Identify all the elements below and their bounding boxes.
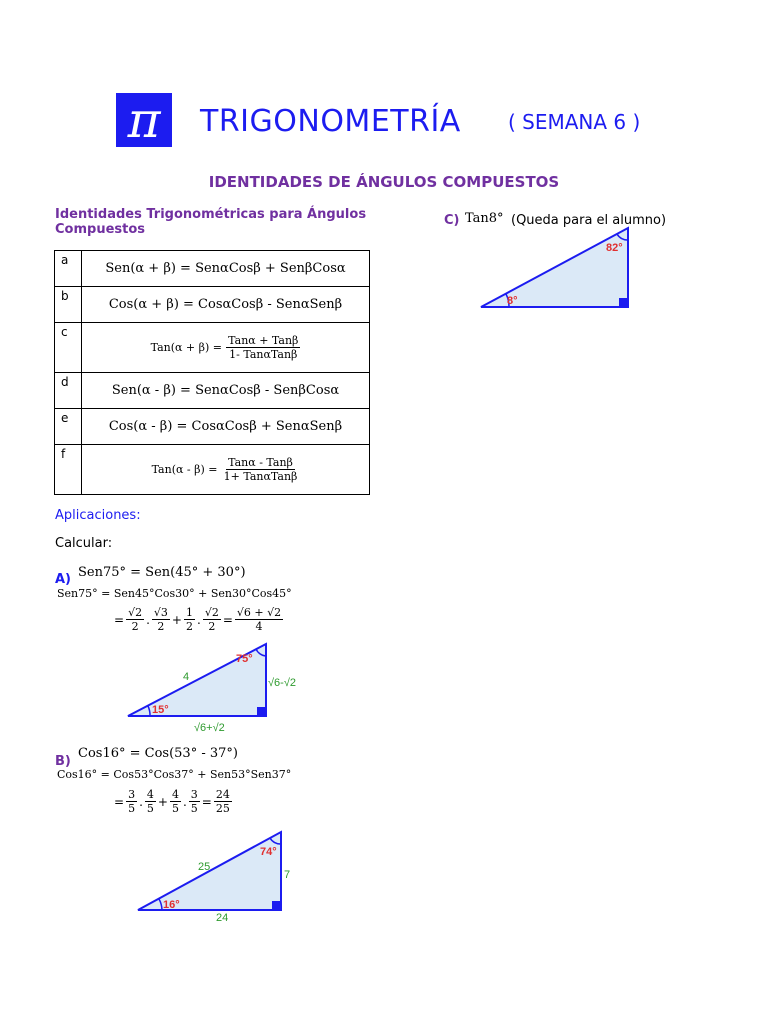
equals-sign: =: [114, 794, 125, 809]
fraction: [170, 788, 181, 815]
fraction: [189, 788, 200, 815]
formula-fraction: [222, 456, 300, 483]
fraction: [235, 606, 283, 633]
equals-sign: =: [114, 612, 125, 627]
right-angle-marker: [272, 901, 281, 910]
fraction-numerator: √3: [153, 606, 168, 619]
fraction: [214, 788, 232, 815]
table-heading: Identidades Trigonométricas para Ángulos Compuestos: [55, 207, 367, 237]
formula: [82, 445, 370, 495]
plus-operator: +: [171, 612, 182, 627]
table-row: [55, 251, 370, 287]
fraction-denominator: 2: [208, 620, 216, 633]
example-a-line3: [114, 606, 283, 633]
row-label: f: [55, 445, 82, 495]
row-label: e: [55, 409, 82, 445]
equals-sign: =: [222, 612, 233, 627]
formula-lhs: Tan(α - β) =: [151, 463, 218, 476]
table-row: [55, 445, 370, 495]
fraction-denominator: 5: [190, 802, 198, 815]
right-side-label: 7: [284, 869, 291, 881]
hypotenuse-label: 4: [183, 671, 190, 683]
fraction-denominator: 2: [131, 620, 139, 633]
angle-left-label: 15°: [152, 704, 169, 716]
fraction-numerator: 3: [190, 788, 198, 801]
formula: Sen(α - β) = SenαCosβ - SenβCosα: [82, 373, 370, 409]
dot-operator: .: [196, 612, 201, 627]
fraction: [152, 606, 170, 633]
fraction-denominator: 4: [255, 620, 263, 633]
table-row: [55, 373, 370, 409]
example-a-letter: A): [55, 572, 72, 587]
fraction-numerator: √6 + √2: [236, 606, 282, 619]
row-label: d: [55, 373, 82, 409]
fraction-denominator: 25: [215, 802, 230, 815]
right-angle-marker: [257, 707, 266, 716]
bottom-side-label: √6+√2: [194, 722, 225, 734]
example-b-line1: Cos16° = Cos(53° - 37°): [78, 746, 238, 761]
fraction: [126, 788, 137, 815]
formula: Cos(α - β) = CosαCosβ + SenαSenβ: [82, 409, 370, 445]
triangle-a: [120, 638, 320, 738]
right-side-label: √6-√2: [268, 677, 296, 689]
applications-heading: Aplicaciones:: [55, 508, 141, 523]
fraction-denominator: 5: [146, 802, 154, 815]
fraction-numerator: 3: [128, 788, 136, 801]
table-row: [55, 323, 370, 373]
row-label: c: [55, 323, 82, 373]
row-label: a: [55, 251, 82, 287]
plus-operator: +: [157, 794, 168, 809]
fraction-denominator: 1+ TanαTanβ: [223, 470, 298, 483]
example-b-line3: [114, 788, 232, 815]
page-title: TRIGONOMETRÍA: [200, 104, 461, 139]
example-a-line2: Sen75° = Sen45°Cos30° + Sen30°Cos45°: [57, 587, 292, 600]
pi-symbol: π: [127, 91, 161, 149]
formula: Cos(α + β) = CosαCosβ - SenαSenβ: [82, 287, 370, 323]
fraction-numerator: 4: [171, 788, 179, 801]
fraction-denominator: 2: [157, 620, 165, 633]
pi-logo: [116, 93, 172, 147]
fraction-numerator: Tanα - Tanβ: [228, 456, 293, 469]
fraction: [126, 606, 144, 633]
example-b-line2: Cos16° = Cos53°Cos37° + Sen53°Sen37°: [57, 768, 292, 781]
example-b-letter: B): [55, 754, 71, 769]
fraction-numerator: √2: [204, 606, 219, 619]
formula: [82, 323, 370, 373]
fraction-denominator: 1- TanαTanβ: [229, 348, 298, 361]
week-label: ( SEMANA 6 ): [508, 110, 641, 134]
fraction-denominator: 5: [171, 802, 179, 815]
triangle-shape: [481, 228, 628, 307]
example-c-letter: C): [444, 213, 460, 228]
fraction-numerator: 4: [146, 788, 154, 801]
fraction-numerator: Tanα + Tanβ: [228, 334, 299, 347]
fraction-denominator: 5: [128, 802, 136, 815]
fraction-numerator: √2: [128, 606, 143, 619]
bottom-side-label: 24: [216, 912, 229, 924]
formula-lhs: Tan(α + β) =: [150, 341, 223, 354]
triangle-c: [475, 222, 645, 317]
example-c-expr: Tan8°: [465, 211, 504, 226]
fraction: [203, 606, 221, 633]
formula-fraction: [226, 334, 300, 361]
fraction-denominator: 2: [185, 620, 193, 633]
calculate-label: Calcular:: [55, 536, 113, 551]
angle-top-label: 74°: [260, 846, 277, 858]
angle-left-label: 8°: [507, 295, 518, 307]
angle-top-label: 75°: [236, 653, 253, 665]
equals-sign: =: [201, 794, 212, 809]
fraction-numerator: 1: [185, 606, 193, 619]
angle-left-label: 16°: [163, 899, 180, 911]
dot-operator: .: [139, 794, 143, 809]
fraction: [145, 788, 156, 815]
formula: Sen(α + β) = SenαCosβ + SenβCosα: [82, 251, 370, 287]
example-a-line1: Sen75° = Sen(45° + 30°): [78, 565, 246, 580]
triangle-b: [130, 826, 330, 926]
section-subtitle: IDENTIDADES DE ÁNGULOS COMPUESTOS: [208, 173, 560, 191]
identities-table: [54, 250, 370, 495]
dot-operator: .: [146, 612, 150, 627]
dot-operator: .: [182, 794, 187, 809]
table-row: [55, 409, 370, 445]
fraction: [184, 606, 195, 633]
example-c-note: (Queda para el alumno): [511, 213, 667, 228]
right-angle-marker: [619, 298, 628, 307]
row-label: b: [55, 287, 82, 323]
fraction-numerator: 24: [215, 788, 230, 801]
table-row: [55, 287, 370, 323]
hypotenuse-label: 25: [198, 861, 211, 873]
angle-top-label: 82°: [606, 242, 623, 254]
